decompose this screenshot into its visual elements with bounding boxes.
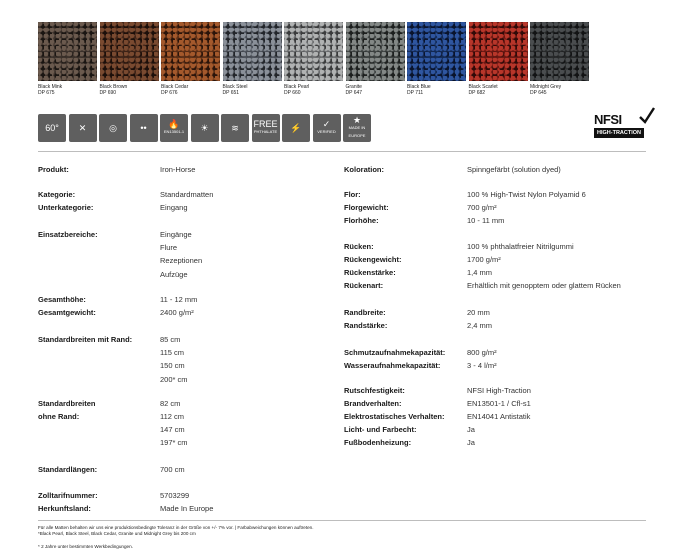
nfsi-tag: HIGH-TRACTION [594, 128, 644, 138]
swatch-name: Black Steel [222, 84, 248, 90]
spec-value: 20 mm [467, 308, 490, 317]
spec-value: 700 g/m² [467, 203, 497, 212]
nfsi-badge [594, 110, 656, 142]
spec-value: 2400 g/m² [160, 308, 194, 317]
phthalate-free-icon: FREE PHTHALATE [252, 114, 280, 142]
spec-value: 1,4 mm [467, 268, 493, 277]
swatch-name: Midnight Grey [530, 84, 562, 90]
spec-label: Florgewicht: [344, 203, 389, 212]
uv-resistant-icon: ☀ [191, 114, 219, 142]
antistatic-icon: ⚡ [282, 114, 310, 142]
spec-value: 5703299 [160, 491, 190, 500]
swatch-label [469, 84, 528, 96]
swatch-image [161, 22, 220, 81]
spec-label: Rückenstärke: [344, 268, 396, 277]
spec-label: ohne Rand: [38, 412, 80, 421]
spec-value: Flure [160, 243, 178, 253]
no-bleach-icon: ✕ [69, 114, 97, 142]
spec-value: Eingang [160, 203, 188, 212]
spec-value: 85 cm [160, 335, 181, 344]
spec-label: Rückengewicht: [344, 255, 402, 264]
swatch-image [530, 22, 589, 81]
spec-label: Einsatzbereiche: [38, 230, 98, 239]
swatch-image [284, 22, 343, 81]
swatch [284, 22, 343, 96]
color-swatches [38, 22, 644, 102]
swatch-code: DP 675 [38, 90, 55, 96]
spec-label: Schmutzaufnahmekapazität: [344, 348, 446, 357]
tumble-dry-icon: ◎ [99, 114, 127, 142]
spec-value: 800 g/m² [467, 348, 497, 357]
swatch-name: Black Blue [407, 84, 431, 90]
spec-label: Gesamtgewicht: [38, 308, 96, 317]
nfsi-word: NFSI [594, 112, 622, 127]
spec-value: Eingänge [160, 230, 192, 239]
spec-value: Ja [467, 425, 475, 434]
swatch [346, 22, 405, 96]
swatch-name: Black Brown [99, 84, 128, 90]
footnote-1: Für alle Matten behalten wir uns eine produktionsbedingte Toleranz in der Größe von +/- 7% vor. | Farbabweichungen können auftreten. [38, 525, 314, 530]
swatch [38, 22, 97, 96]
swatch-code: DP 676 [161, 90, 178, 96]
spec-label: Standardlängen: [38, 465, 98, 474]
swatch-name: Granite [345, 84, 362, 90]
spec-label: Kategorie: [38, 190, 76, 199]
swatch-name: Black Cedar [161, 84, 189, 90]
spec-value: 82 cm [160, 399, 181, 408]
spec-label: Rücken: [344, 242, 374, 251]
spec-label: Florhöhe: [344, 216, 379, 225]
swatch-label [223, 84, 282, 96]
spec-label: Flor: [344, 190, 361, 199]
spec-value: Rezeptionen [160, 256, 203, 266]
swatch-label [100, 84, 159, 96]
swatch-name: Black Mink [38, 84, 63, 90]
checkmark-icon [638, 106, 656, 126]
spec-value: Iron-Horse [160, 165, 196, 174]
swatch-label [38, 84, 97, 96]
swatch-code: DP 647 [345, 90, 363, 96]
swatch-label [530, 84, 589, 96]
spec-value: 11 - 12 mm [160, 295, 198, 304]
swatch-image [346, 22, 405, 81]
spec-value: Standardmatten [160, 190, 214, 199]
swatch-code: DP 645 [530, 90, 547, 96]
swatch-label [161, 84, 220, 96]
swatch [223, 22, 282, 96]
spec-value: 10 - 11 mm [467, 216, 505, 225]
swatch-code: DP 651 [222, 90, 240, 96]
swatch-label [346, 84, 405, 96]
spec-label: Gesamthöhe: [38, 295, 86, 304]
swatch-label [284, 84, 343, 96]
spec-value: NFSI High-Traction [467, 386, 531, 395]
swatch [161, 22, 220, 96]
spec-label: Zolltarifnummer: [38, 491, 98, 500]
iron-icon: •• [130, 114, 158, 142]
swatch-code: DP 682 [468, 90, 486, 96]
swatch-image [469, 22, 528, 81]
spec-label: Fußbodenheizung: [344, 438, 412, 447]
swatch-name: Black Pearl [284, 84, 310, 90]
spec-value: Aufzüge [160, 269, 188, 279]
certificate-icon: ✓ VERIFIED [313, 114, 341, 142]
spec-label: Koloration: [344, 165, 384, 174]
swatch [407, 22, 466, 96]
spec-value: Erhältlich mit genopptem oder glattem Rücken [467, 281, 621, 290]
spec-label: Randbreite: [344, 308, 386, 317]
spec-value: 3 - 4 l/m² [467, 361, 497, 370]
swatch-image [407, 22, 466, 81]
spec-label: Wasseraufnahmekapazität: [344, 361, 441, 370]
spec-value: Ja [467, 438, 475, 447]
swatch [530, 22, 589, 96]
swatch-code: DP 690 [99, 90, 117, 96]
spec-value: 700 cm [160, 465, 185, 474]
divider-bottom [38, 520, 646, 521]
spec-value: 200* cm [160, 374, 188, 384]
spec-value: 100 % phthalatfreier Nitrilgummi [467, 242, 574, 251]
spec-value: EN14041 Antistatik [467, 412, 531, 421]
spec-label: Licht- und Farbecht: [344, 425, 417, 434]
swatch-code: DP 660 [284, 90, 301, 96]
swatch [100, 22, 159, 96]
swatch-image [223, 22, 282, 81]
swatch-image [100, 22, 159, 81]
spec-label: Unterkategorie: [38, 203, 94, 212]
divider-top [38, 151, 646, 152]
spec-value: Spinngefärbt (solution dyed) [467, 165, 561, 174]
spec-value: 1700 g/m² [467, 255, 501, 264]
spec-label: Produkt: [38, 165, 69, 174]
spec-value: 147 cm [160, 425, 185, 435]
spec-label: Standardbreiten [38, 399, 96, 408]
spec-label: Elektrostatisches Verhalten: [344, 412, 445, 421]
spec-value: 112 cm [160, 412, 185, 421]
swatch-label [407, 84, 466, 96]
spec-label: Rückenart: [344, 281, 384, 290]
spec-value: 150 cm [160, 361, 185, 371]
swatch-code: DP 711 [407, 90, 424, 96]
spec-value: 115 cm [160, 348, 185, 358]
made-in-europe-icon: ★ MADE IN EUROPE [343, 114, 371, 142]
spec-value: 197* cm [160, 438, 188, 448]
spec-label: Brandverhalten: [344, 399, 402, 408]
spec-value: Made In Europe [160, 504, 214, 513]
footnote-2: *Black Pearl, Black Steel, Black Cedar, Granite und Midnight Grey bis 200 cm [38, 531, 196, 536]
spec-value: 2,4 mm [467, 321, 493, 330]
swatch-image [38, 22, 97, 81]
swatch [469, 22, 528, 96]
spec-label: Randstärke: [344, 321, 388, 330]
swatch-name: Black Scarlet [468, 84, 498, 90]
wash-60-icon: 60° [38, 114, 66, 142]
spec-value: EN13501-1 / Cfl-s1 [467, 399, 531, 408]
spec-label: Rutschfestigkeit: [344, 386, 405, 395]
spec-label: Herkunftsland: [38, 504, 91, 513]
fire-rating-icon: 🔥 EN13501-1 [160, 114, 188, 142]
spec-label: Standardbreiten mit Rand: [38, 335, 133, 344]
spec-value: 100 % High-Twist Nylon Polyamid 6 [467, 190, 586, 199]
footnote-3: * 2 Jahre unter bestimmten Werkbedingungen. [38, 544, 133, 549]
underfloor-heating-icon: ≋ [221, 114, 249, 142]
